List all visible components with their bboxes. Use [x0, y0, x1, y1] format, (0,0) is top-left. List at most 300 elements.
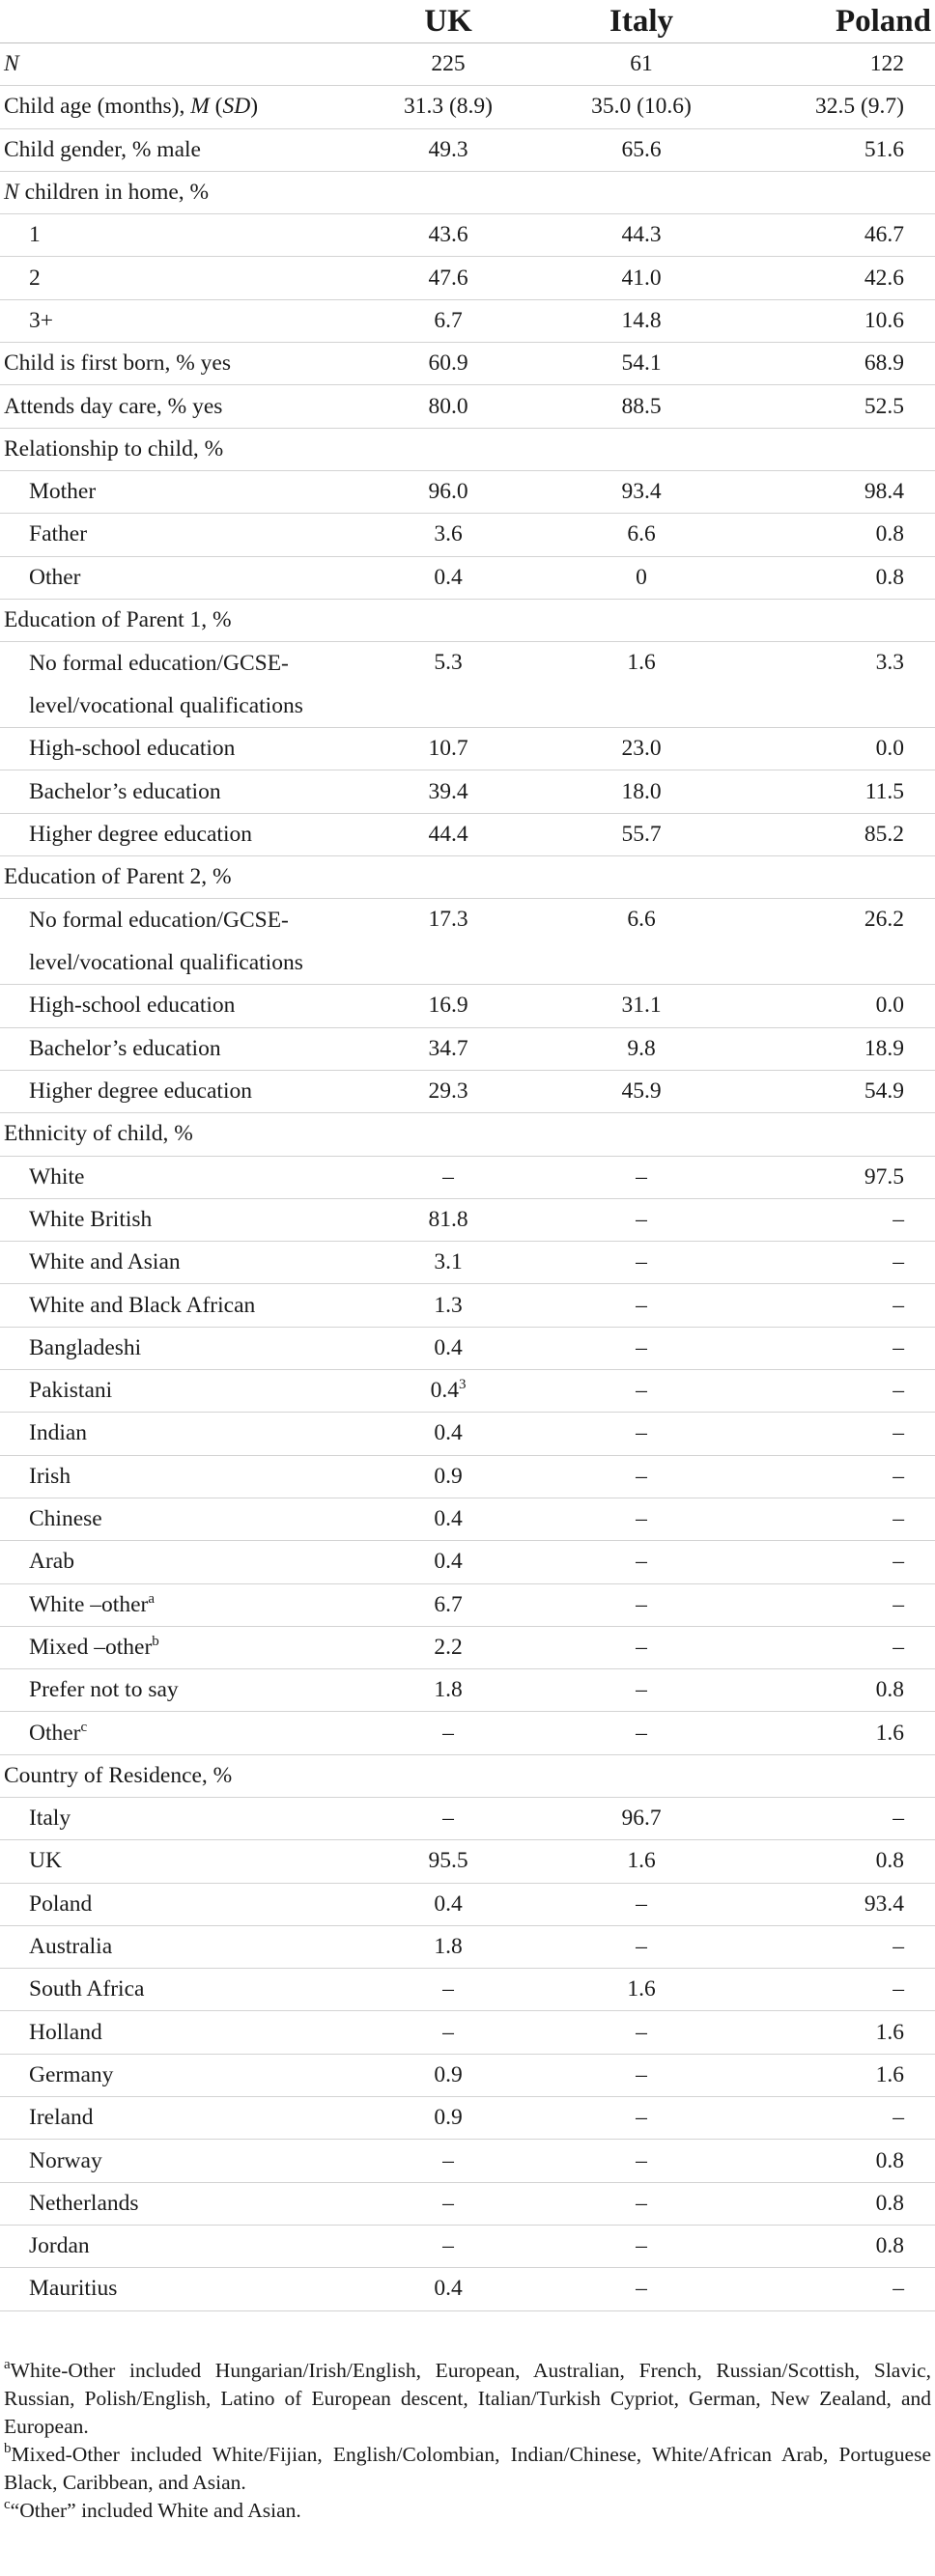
value-uk [352, 770, 545, 813]
row-label [0, 985, 352, 1027]
row-label [0, 1583, 352, 1626]
value-uk-text: 0.4 [434, 1420, 463, 1446]
row-label [0, 43, 352, 86]
table-row [0, 1027, 935, 1070]
value-uk [352, 813, 545, 855]
row-label-text: ) [250, 94, 259, 120]
value-superscript: 3 [458, 1377, 467, 1393]
row-label-text: Higher degree education [29, 1078, 252, 1105]
value-italy [545, 2011, 738, 2054]
value-uk [352, 1327, 545, 1369]
value-poland-text: 0.0 [875, 736, 904, 762]
value-poland-text: 122 [869, 51, 904, 77]
table-row [0, 470, 935, 513]
value-italy-text: 88.5 [621, 393, 662, 419]
value-italy [545, 1413, 738, 1455]
value-uk-text: 0.4 [434, 564, 463, 590]
table-row [0, 1113, 935, 1156]
row-label [0, 2268, 352, 2310]
value-poland [738, 2140, 935, 2182]
value-poland [738, 2097, 935, 2140]
value-uk-text: 16.9 [428, 993, 468, 1019]
value-uk-text: 39.4 [428, 778, 468, 804]
value-poland-text: 54.9 [864, 1078, 904, 1105]
table-row [0, 214, 935, 257]
value-poland [738, 2182, 935, 2225]
value-italy-text: – [636, 1292, 647, 1318]
value-uk [352, 1156, 545, 1198]
value-uk [352, 1541, 545, 1583]
value-uk [352, 514, 545, 556]
table-row [0, 1198, 935, 1241]
value-uk [352, 2054, 545, 2096]
value-poland-text: 97.5 [864, 1163, 904, 1190]
row-label-text: No formal education/GCSE-level/vocational qualifications [29, 908, 303, 976]
value-poland [738, 1969, 935, 2011]
value-italy-text: – [636, 1677, 647, 1703]
row-label-text: High-school education [29, 736, 236, 762]
value-poland-text: 85.2 [864, 821, 904, 847]
value-uk [352, 385, 545, 428]
value-uk-text: 17.3 [428, 907, 468, 933]
value-italy-text: – [636, 2233, 647, 2259]
value-italy-text: – [636, 1890, 647, 1917]
row-label-text: Holland [29, 2019, 102, 2045]
row-label-text: Bachelor’s education [29, 1035, 221, 1061]
value-uk-text: – [442, 1163, 454, 1190]
value-uk [352, 214, 545, 257]
value-poland [738, 642, 935, 728]
value-poland [738, 1669, 935, 1712]
row-label-text: Australia [29, 1934, 113, 1960]
value-poland-text: 0.8 [875, 2233, 904, 2259]
row-label [0, 728, 352, 770]
value-uk-text: 1.8 [434, 1934, 463, 1960]
value-poland-text: 10.6 [864, 307, 904, 333]
row-label-text: High-school education [29, 993, 236, 1019]
value-uk-text: – [442, 2233, 454, 2259]
row-label-text: UK [29, 1848, 62, 1874]
value-poland-text: 1.6 [875, 2061, 904, 2087]
table-row [0, 1455, 935, 1498]
value-uk-text: 49.3 [428, 136, 468, 162]
row-label [0, 2011, 352, 2054]
value-uk-text: – [442, 1806, 454, 1832]
value-poland-text: – [892, 1549, 904, 1575]
row-label-text: Child gender, % male [4, 136, 201, 162]
value-italy-text: – [636, 2276, 647, 2302]
value-uk-text: – [442, 2019, 454, 2045]
value-poland-text: – [892, 1292, 904, 1318]
table-row [0, 1583, 935, 1626]
value-uk [352, 128, 545, 171]
value-italy [545, 514, 738, 556]
value-italy [545, 770, 738, 813]
value-italy [545, 1840, 738, 1883]
value-uk-text: 29.3 [428, 1078, 468, 1105]
value-poland-text: – [892, 1206, 904, 1232]
value-poland-text: 68.9 [864, 350, 904, 377]
value-poland [738, 856, 935, 899]
value-uk-text: 0.4 [434, 1334, 463, 1360]
value-italy [545, 599, 738, 641]
table-footnotes [0, 2357, 931, 2525]
row-label-text: ( [209, 94, 223, 120]
value-poland [738, 1242, 935, 1284]
footnote-c-text: “Other” included White and Asian. [10, 2499, 301, 2522]
row-label [0, 2054, 352, 2096]
value-uk [352, 343, 545, 385]
table-row [0, 385, 935, 428]
value-poland [738, 514, 935, 556]
value-uk-text: 0.9 [434, 2061, 463, 2087]
value-uk-text: 3.6 [434, 521, 463, 547]
table-row [0, 2182, 935, 2225]
value-uk-text: – [442, 2147, 454, 2173]
table-row [0, 128, 935, 171]
value-poland-text: 0.8 [875, 1677, 904, 1703]
value-uk-text: 6.7 [434, 1591, 463, 1617]
value-uk-text: – [442, 2190, 454, 2216]
table-row [0, 1498, 935, 1540]
value-uk-text: 81.8 [428, 1206, 468, 1232]
value-poland [738, 1070, 935, 1112]
table-row [0, 2140, 935, 2182]
row-label-text: Germany [29, 2061, 114, 2087]
value-italy [545, 1669, 738, 1712]
value-poland [738, 1370, 935, 1413]
row-label [0, 171, 352, 213]
value-poland [738, 86, 935, 128]
value-italy [545, 1883, 738, 1925]
row-label [0, 856, 352, 899]
row-label [0, 1797, 352, 1839]
table-row [0, 985, 935, 1027]
value-italy [545, 899, 738, 985]
value-italy [545, 86, 738, 128]
value-poland [738, 1113, 935, 1156]
table-row [0, 1712, 935, 1754]
value-poland-text: 52.5 [864, 393, 904, 419]
value-poland [738, 385, 935, 428]
row-label [0, 1754, 352, 1797]
value-uk [352, 1113, 545, 1156]
value-uk-text: 34.7 [428, 1035, 468, 1061]
value-italy-text: 54.1 [621, 350, 662, 377]
value-poland [738, 214, 935, 257]
value-poland [738, 985, 935, 1027]
row-label [0, 470, 352, 513]
value-uk [352, 1242, 545, 1284]
value-italy-text: – [636, 1249, 647, 1275]
value-italy-text: – [636, 1634, 647, 1660]
value-uk-text: 10.7 [428, 736, 468, 762]
row-label-text: Bachelor’s education [29, 778, 221, 804]
row-label [0, 556, 352, 599]
value-poland [738, 2011, 935, 2054]
table-row [0, 1626, 935, 1668]
value-poland-text: – [892, 1463, 904, 1489]
row-label-text: White and Black African [29, 1292, 256, 1318]
value-uk [352, 1883, 545, 1925]
value-uk-text: 80.0 [428, 393, 468, 419]
value-italy-text: – [636, 1463, 647, 1489]
value-uk-text: 225 [431, 51, 466, 77]
table-row [0, 1541, 935, 1583]
row-label-text: Pakistani [29, 1378, 113, 1404]
table-row [0, 1070, 935, 1112]
value-poland-text: – [892, 1591, 904, 1617]
value-poland-text: 1.6 [875, 1720, 904, 1746]
value-poland [738, 2054, 935, 2096]
row-label-text: children in home, % [18, 180, 210, 206]
value-italy [545, 1754, 738, 1797]
value-poland-text: 3.3 [875, 650, 904, 676]
value-italy-text: – [636, 2147, 647, 2173]
header-uk: UK [352, 0, 545, 43]
value-uk [352, 856, 545, 899]
row-label [0, 1027, 352, 1070]
row-label-text: White –other [29, 1591, 149, 1617]
row-label [0, 86, 352, 128]
row-label-text: Attends day care, % yes [4, 393, 223, 419]
value-italy [545, 1156, 738, 1198]
value-uk [352, 1840, 545, 1883]
row-label-text: Education of Parent 1, % [4, 607, 232, 632]
row-label [0, 1455, 352, 1498]
value-poland-text: – [892, 2276, 904, 2302]
value-italy [545, 1198, 738, 1241]
value-poland [738, 1156, 935, 1198]
row-label-text: Country of Residence, % [4, 1762, 233, 1788]
value-italy-text: – [636, 1334, 647, 1360]
value-italy [545, 1797, 738, 1839]
value-uk [352, 1925, 545, 1968]
table-row [0, 899, 935, 985]
row-label [0, 1242, 352, 1284]
value-uk [352, 2182, 545, 2225]
value-italy [545, 813, 738, 855]
row-label [0, 1284, 352, 1327]
table-row [0, 728, 935, 770]
row-label [0, 1969, 352, 2011]
row-label [0, 1156, 352, 1198]
value-italy [545, 1969, 738, 2011]
value-italy-text: – [636, 1378, 647, 1404]
value-poland-text: – [892, 2105, 904, 2131]
row-label-text: Irish [29, 1463, 71, 1489]
value-poland-text: 11.5 [864, 778, 904, 804]
table-row [0, 1156, 935, 1198]
value-italy-text: 1.6 [627, 1976, 656, 2002]
value-uk-text: 60.9 [428, 350, 468, 377]
footnote-a [4, 2357, 931, 2441]
value-uk-text: 0.4 [434, 1506, 463, 1532]
value-poland-text: 42.6 [864, 265, 904, 291]
row-label-text: Jordan [29, 2233, 90, 2259]
table-row [0, 43, 935, 86]
value-italy-text: 96.7 [621, 1806, 662, 1832]
value-uk [352, 642, 545, 728]
row-label-italic: N [4, 180, 19, 206]
value-poland-text: – [892, 1976, 904, 2002]
value-italy [545, 257, 738, 299]
value-uk [352, 556, 545, 599]
value-poland-text: 0.0 [875, 993, 904, 1019]
row-label-text: White and Asian [29, 1249, 181, 1275]
value-uk-text: 0.4 [434, 2276, 463, 2302]
row-label-text: Higher degree education [29, 821, 252, 847]
value-poland-text: – [892, 1249, 904, 1275]
table-row [0, 1242, 935, 1284]
value-poland [738, 1455, 935, 1498]
row-label-text: Mixed –other [29, 1634, 153, 1660]
value-italy [545, 2097, 738, 2140]
header-poland: Poland [738, 0, 935, 43]
value-poland-text: 0.8 [875, 1848, 904, 1874]
value-italy [545, 856, 738, 899]
value-poland-text: 18.9 [864, 1035, 904, 1061]
value-poland [738, 728, 935, 770]
footnote-marker: b [152, 1633, 159, 1649]
table-row [0, 171, 935, 213]
value-italy [545, 1626, 738, 1668]
value-poland [738, 1626, 935, 1668]
row-label-text: Relationship to child, % [4, 435, 224, 462]
value-poland [738, 428, 935, 470]
footnote-b-text: Mixed-Other included White/Fijian, English/Colombian, Indian/Chinese, White/African Arab, Portuguese Black, Caribbean, and Asian. [4, 2443, 931, 2494]
header-italy: Italy [545, 0, 738, 43]
table-row [0, 642, 935, 728]
value-poland [738, 1027, 935, 1070]
value-uk [352, 257, 545, 299]
value-poland [738, 1925, 935, 1968]
value-italy-text: 1.6 [627, 1848, 656, 1874]
value-uk-text: 0.9 [434, 2105, 463, 2131]
value-uk-text: 0.4 [434, 1890, 463, 1917]
value-uk [352, 1455, 545, 1498]
row-label-text: White British [29, 1206, 153, 1232]
table-row [0, 2054, 935, 2096]
row-label-italic: M [190, 94, 210, 120]
row-label-text: White [29, 1163, 85, 1190]
value-poland [738, 1498, 935, 1540]
row-label-text: 3+ [29, 307, 54, 333]
value-uk [352, 171, 545, 213]
value-italy-text: 6.6 [627, 907, 656, 933]
value-italy-text: 93.4 [621, 479, 662, 505]
value-uk [352, 1413, 545, 1455]
value-uk [352, 1370, 545, 1413]
value-uk [352, 1626, 545, 1668]
value-uk-text: 1.3 [434, 1292, 463, 1318]
value-italy [545, 214, 738, 257]
value-italy [545, 1113, 738, 1156]
row-label [0, 1883, 352, 1925]
table-row [0, 428, 935, 470]
value-poland [738, 1712, 935, 1754]
row-label-text: Arab [29, 1549, 74, 1575]
value-poland [738, 43, 935, 86]
row-label [0, 343, 352, 385]
value-poland [738, 2268, 935, 2310]
table-row [0, 1969, 935, 2011]
footnote-a-mark: a [4, 2357, 11, 2372]
value-italy-text: – [636, 1549, 647, 1575]
value-italy-text: – [636, 2019, 647, 2045]
value-italy [545, 642, 738, 728]
row-label-text: Ethnicity of child, % [4, 1121, 193, 1147]
table-row [0, 1754, 935, 1797]
value-poland-text: 98.4 [864, 479, 904, 505]
value-poland-text: 1.6 [875, 2019, 904, 2045]
value-poland-text: 32.5 (9.7) [814, 94, 904, 120]
row-label-text: Child is first born, % yes [4, 350, 231, 377]
value-uk-text: 47.6 [428, 265, 468, 291]
row-label [0, 599, 352, 641]
value-italy [545, 2054, 738, 2096]
value-italy-text: – [636, 1720, 647, 1746]
value-uk [352, 1070, 545, 1112]
value-italy [545, 1070, 738, 1112]
value-italy-text: 61 [630, 51, 653, 77]
row-label-text: Ireland [29, 2105, 94, 2131]
value-italy [545, 343, 738, 385]
row-label [0, 514, 352, 556]
value-uk-text: – [442, 1720, 454, 1746]
footnote-c-mark: c [4, 2497, 11, 2512]
value-uk-text: 2.2 [434, 1634, 463, 1660]
row-label [0, 2097, 352, 2140]
table-row [0, 770, 935, 813]
row-label-italic: SD [222, 94, 251, 120]
value-poland [738, 599, 935, 641]
value-uk [352, 1969, 545, 2011]
row-label-text: Mauritius [29, 2276, 118, 2302]
value-italy [545, 2225, 738, 2267]
footnote-marker: c [80, 1719, 88, 1735]
value-poland [738, 1583, 935, 1626]
value-italy [545, 728, 738, 770]
row-label [0, 299, 352, 342]
row-label-text: Norway [29, 2147, 102, 2173]
value-poland-text: 0.8 [875, 521, 904, 547]
row-label [0, 1113, 352, 1156]
row-label [0, 1070, 352, 1112]
table-row [0, 514, 935, 556]
value-italy-text: 18.0 [621, 778, 662, 804]
value-italy [545, 2140, 738, 2182]
header-label-column [0, 0, 352, 43]
value-poland [738, 470, 935, 513]
value-italy-text: – [636, 2105, 647, 2131]
value-italy [545, 556, 738, 599]
table-row [0, 257, 935, 299]
row-label [0, 813, 352, 855]
row-label-text: No formal education/GCSE-level/vocational qualifications [29, 651, 303, 719]
table-row [0, 343, 935, 385]
value-italy-text: 14.8 [621, 307, 662, 333]
value-uk [352, 2097, 545, 2140]
row-label [0, 214, 352, 257]
value-italy-text: – [636, 1934, 647, 1960]
value-italy [545, 985, 738, 1027]
value-uk-text: 96.0 [428, 479, 468, 505]
value-italy-text: 6.6 [627, 521, 656, 547]
value-uk [352, 1498, 545, 1540]
value-poland [738, 1198, 935, 1241]
value-poland [738, 257, 935, 299]
